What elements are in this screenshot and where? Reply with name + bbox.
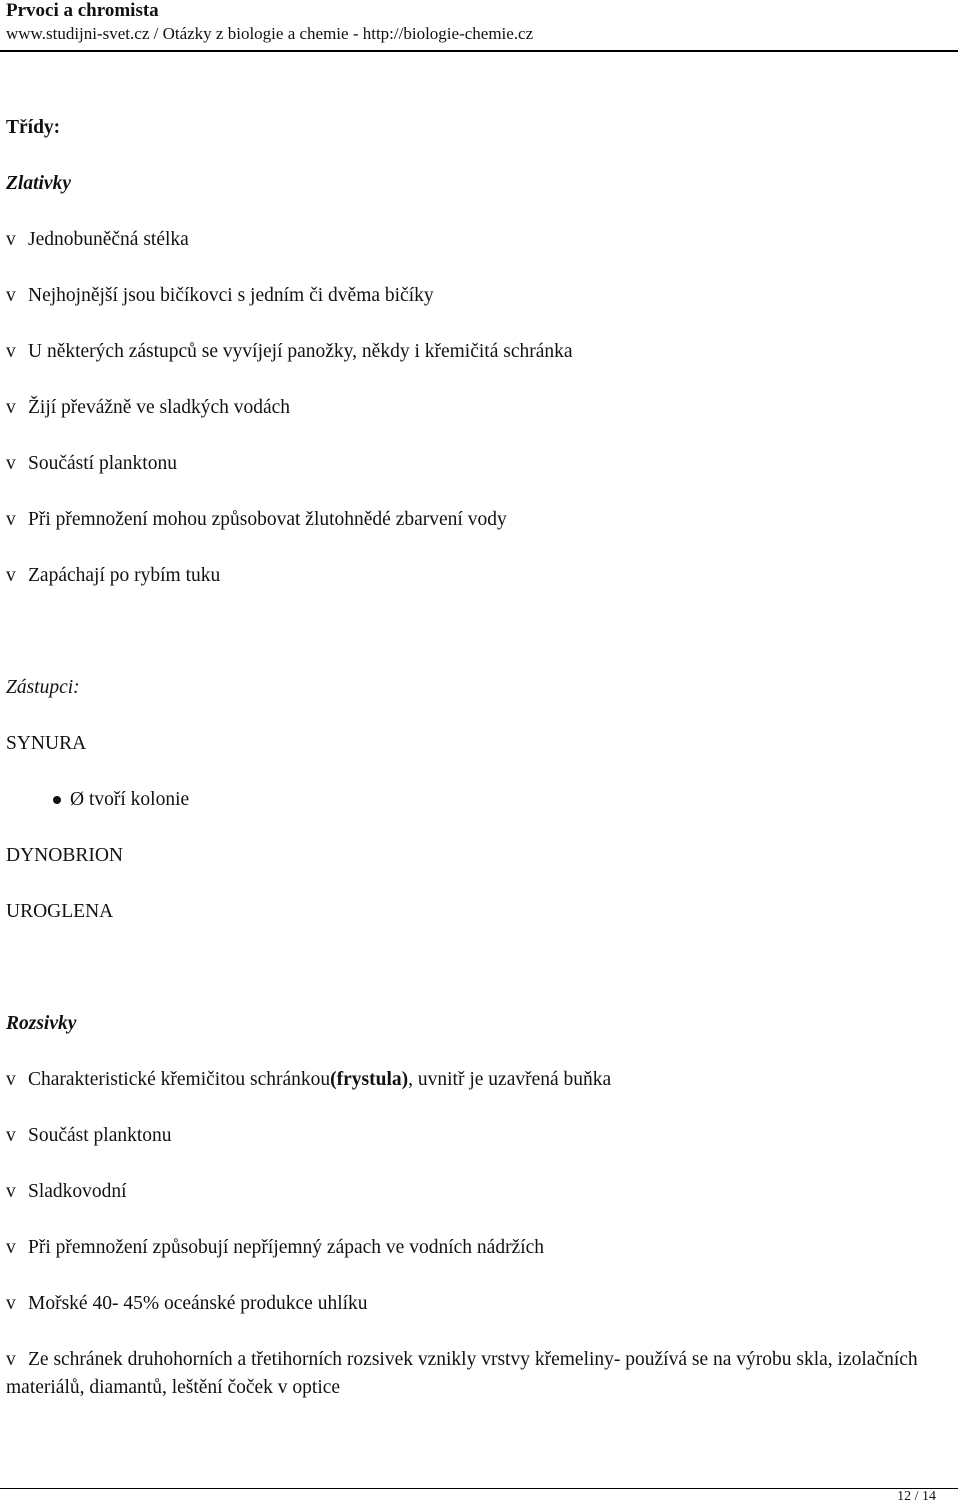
page-number: 12 / 14 (897, 1489, 936, 1504)
list-item: v Při přemnožení způsobují nepříjemný zápach ve vodních nádržích (6, 1237, 545, 1258)
list-item: v Žijí převážně ve sladkých vodách (6, 397, 291, 418)
bullet-marker: v (6, 565, 16, 586)
bullet-marker: v (6, 1237, 16, 1258)
bullet-dot-icon (53, 796, 61, 804)
list-item: v Nejhojnější jsou bičíkovci s jedním či dvěma bičíky (6, 285, 434, 306)
list-item: v Charakteristické křemičitou schránkou(frystula), uvnitř je uzavřená buňka (6, 1069, 612, 1090)
bullet-marker: v (6, 397, 16, 418)
bullet-marker: v (6, 1349, 16, 1370)
zastupci-label: Zástupci: (6, 677, 80, 698)
document-title: Prvoci a chromista (6, 0, 159, 21)
synura-note: Ø tvoří kolonie (70, 789, 190, 810)
list-item: v Jednobuněčná stélka (6, 229, 189, 250)
page-header (6, 0, 956, 44)
bullet-marker: v (6, 1125, 16, 1146)
list-item: v Ze schránek druhohorních a třetihorních rozsivek vznikly vrstvy křemeliny- používá se na výrobu skla, izolačních materiálů, diamantů, leštění čoček v optice (6, 1346, 956, 1402)
species-uroglena: UROGLENA (6, 901, 114, 922)
list-item: v Sladkovodní (6, 1181, 127, 1202)
bullet-marker: v (6, 1293, 16, 1314)
rozsivky-heading: Rozsivky (6, 1013, 77, 1034)
bullet-marker: v (6, 509, 16, 530)
bullet-marker: v (6, 229, 16, 250)
header-divider (0, 50, 958, 52)
tridy-heading: Třídy: (6, 117, 61, 138)
species-synura: SYNURA (6, 733, 87, 754)
footer-divider (0, 1488, 958, 1489)
bullet-marker: v (6, 1069, 16, 1090)
list-item: v Zapáchají po rybím tuku (6, 565, 221, 586)
zlativky-heading: Zlativky (6, 173, 71, 194)
list-item: v Součástí planktonu (6, 453, 177, 474)
list-item: v Mořské 40- 45% oceánské produkce uhlíku (6, 1293, 368, 1314)
list-item: v U některých zástupců se vyvíjejí panožky, někdy i křemičitá schránka (6, 341, 573, 362)
list-item: v Součást planktonu (6, 1125, 172, 1146)
frystula-term: (frystula) (330, 1069, 409, 1090)
bullet-marker: v (6, 285, 16, 306)
bullet-marker: v (6, 453, 16, 474)
list-item: v Při přemnožení mohou způsobovat žlutohnědé zbarvení vody (6, 509, 507, 530)
document-source: www.studijni-svet.cz / Otázky z biologie a chemie - http://biologie-chemie.cz (6, 24, 534, 43)
bullet-marker: v (6, 341, 16, 362)
bullet-marker: v (6, 1181, 16, 1202)
species-dynobrion: DYNOBRION (6, 845, 123, 866)
